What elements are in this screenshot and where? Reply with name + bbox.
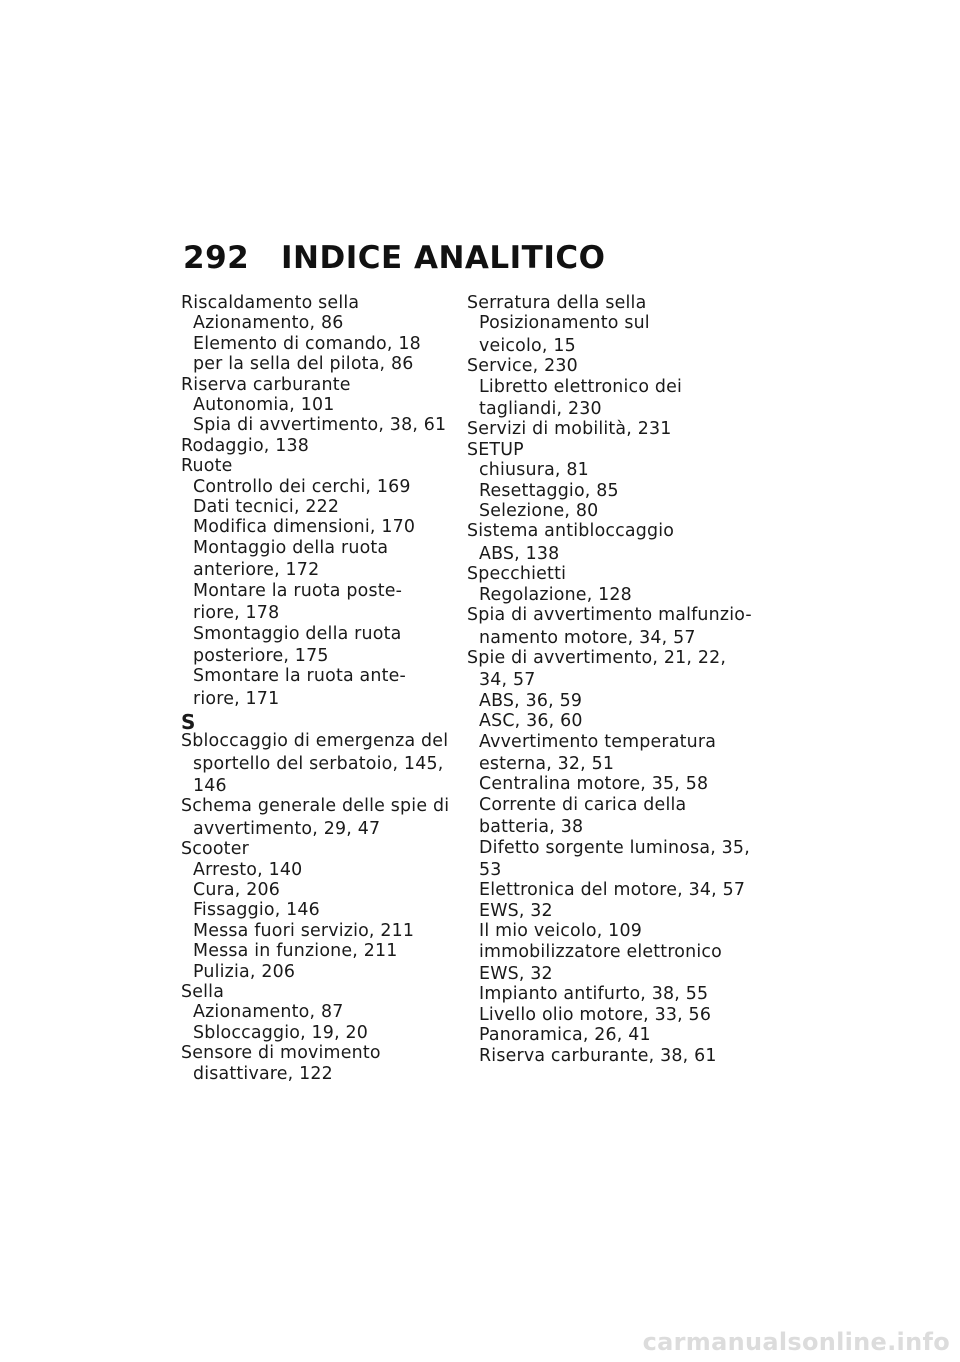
index-subentry: EWS, 32 [479, 900, 553, 921]
page-title: INDICE ANALITICO [281, 240, 606, 276]
index-subentry: Posizionamento sul [479, 313, 650, 334]
index-entry-continuation: riore, 171 [193, 688, 280, 709]
index-entry-continuation: namento motore, 34, 57 [479, 627, 696, 648]
index-entry-continuation: 34, 57 [479, 670, 536, 691]
index-entry-continuation: sportello del serbatoio, 145, [193, 753, 444, 774]
index-subentry: Montare la ruota poste- [193, 580, 403, 601]
index-entry: Serratura della sella [467, 293, 647, 313]
index-column-left [181, 293, 451, 1084]
index-subentry: Controllo dei cerchi, 169 [193, 476, 411, 497]
index-subentry: Avvertimento temperatura [479, 731, 717, 752]
index-subentry: Dati tecnici, 222 [193, 497, 340, 518]
index-subentry: Centralina motore, 35, 58 [479, 774, 709, 795]
index-subentry: Smontaggio della ruota [193, 623, 402, 644]
index-subentry: immobilizzatore elettronico [479, 941, 722, 962]
index-entry: Servizi di mobilità, 231 [467, 419, 672, 440]
index-entry: Ruote [181, 456, 233, 477]
index-subentry: Libretto elettronico dei [479, 376, 683, 397]
index-entry: SETUP [467, 439, 524, 460]
index-subentry: Smontare la ruota ante- [193, 666, 407, 687]
index-subentry: Livello olio motore, 33, 56 [479, 1004, 712, 1025]
index-entry: Service, 230 [467, 356, 578, 377]
index-entry-continuation: avvertimento, 29, 47 [193, 818, 381, 839]
index-subentry: disattivare, 122 [193, 1063, 333, 1084]
index-entry-continuation: batteria, 38 [479, 817, 584, 838]
page-number: 292 [183, 240, 250, 276]
index-entry-continuation: 146 [193, 775, 227, 796]
index-subentry: Elemento di comando, 18 [193, 333, 421, 354]
index-entry: Sensore di movimento [181, 1043, 381, 1064]
index-entry: Riscaldamento sella [181, 293, 360, 313]
index-subentry: Resettaggio, 85 [479, 480, 619, 501]
index-letter-heading: S [181, 710, 196, 735]
index-entry: Spia di avvertimento malfunzio- [467, 605, 752, 626]
index-entry: Sbloccaggio di emergenza del [181, 731, 449, 752]
index-subentry: Autonomia, 101 [193, 395, 335, 416]
index-entry: Specchietti [467, 564, 567, 585]
index-subentry: Regolazione, 128 [479, 584, 632, 605]
index-entry-continuation: ABS, 138 [479, 543, 560, 564]
index-entry-continuation: 53 [479, 859, 502, 880]
index-subentry: per la sella del pilota, 86 [193, 354, 414, 375]
index-subentry: Corrente di carica della [479, 794, 687, 815]
index-subentry: Riserva carburante, 38, 61 [479, 1045, 717, 1066]
index-subentry: Sbloccaggio, 19, 20 [193, 1022, 369, 1043]
page-header [183, 240, 605, 276]
index-entry-continuation: anteriore, 172 [193, 560, 320, 581]
index-subentry: Spia di avvertimento, 38, 61 [193, 415, 447, 436]
index-subentry: Azionamento, 86 [193, 313, 344, 334]
index-subentry: Impianto antifurto, 38, 55 [479, 984, 709, 1005]
index-subentry: Montaggio della ruota [193, 537, 389, 558]
index-entry: Spie di avvertimento, 21, 22, [467, 647, 727, 668]
index-subentry: Difetto sorgente luminosa, 35, [479, 837, 750, 858]
index-entry-continuation: EWS, 32 [479, 964, 553, 984]
index-entry: Sella [181, 982, 225, 1002]
index-subentry: Arresto, 140 [193, 859, 303, 880]
index-entry: Sistema antibloccaggio [467, 521, 675, 542]
index-entry: Riserva carburante [181, 374, 351, 395]
index-column-right [467, 293, 752, 1066]
index-subentry: Messa in funzione, 211 [193, 941, 398, 962]
index-subentry: ABS, 36, 59 [479, 690, 583, 711]
index-entry-continuation: riore, 178 [193, 603, 280, 624]
index-subentry: Pulizia, 206 [193, 961, 296, 982]
index-subentry: Elettronica del motore, 34, 57 [479, 880, 746, 901]
index-subentry: Cura, 206 [193, 879, 281, 900]
index-subentry: ASC, 36, 60 [479, 711, 583, 732]
index-entry-continuation: posteriore, 175 [193, 645, 329, 666]
index-subentry: Panoramica, 26, 41 [479, 1025, 651, 1046]
index-subentry: chiusura, 81 [479, 460, 589, 481]
index-entry: Rodaggio, 138 [181, 435, 310, 456]
index-entry-continuation: esterna, 32, 51 [479, 753, 615, 774]
index-entry: Schema generale delle spie di [181, 796, 450, 817]
index-subentry: Selezione, 80 [479, 501, 599, 522]
index-subentry: Azionamento, 87 [193, 1002, 344, 1023]
index-subentry: Il mio veicolo, 109 [479, 921, 642, 942]
watermark: carmanualsonline.info [642, 1328, 950, 1356]
index-subentry: Messa fuori servizio, 211 [193, 920, 415, 941]
index-entry-continuation: veicolo, 15 [479, 335, 576, 356]
index-entry-continuation: tagliandi, 230 [479, 399, 602, 420]
index-entry: Scooter [181, 839, 249, 860]
index-subentry: Fissaggio, 146 [193, 900, 320, 921]
index-subentry: Modifica dimensioni, 170 [193, 517, 416, 538]
